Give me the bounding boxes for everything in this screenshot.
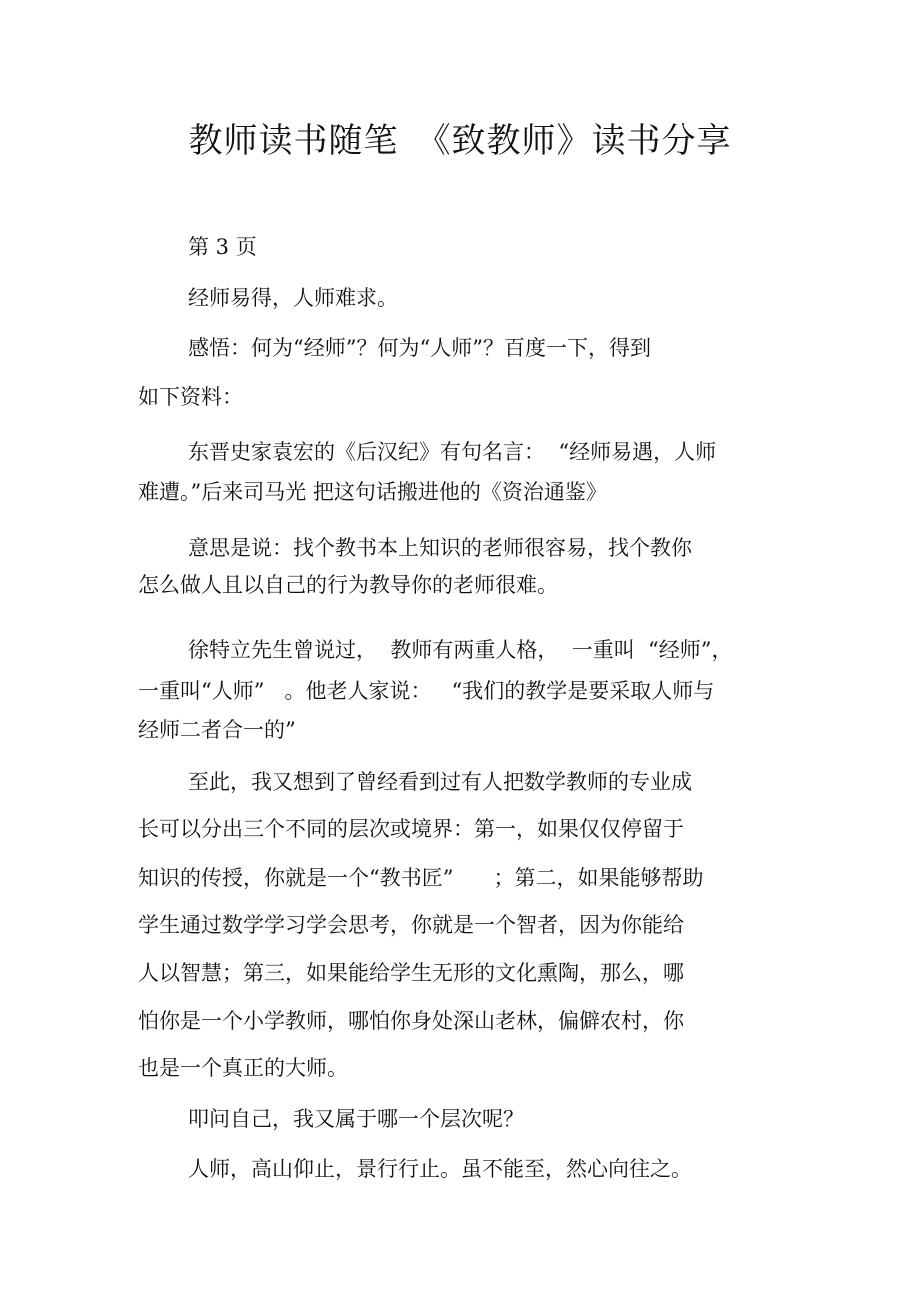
- document-title: 教师读书随笔 《致教师》读书分享: [188, 121, 732, 161]
- paragraph-line: 至此，我又想到了曾经看到过有人把数学教师的专业成: [188, 770, 692, 794]
- paragraph-line: 意思是说：找个教书本上知识的老师很容易，找个教你: [188, 536, 692, 560]
- paragraph-line: 也是一个真正的大师。: [138, 1056, 348, 1080]
- paragraph-line: 东晋史家袁宏的《后汉纪》有句名言： “经师易遇，人师: [188, 440, 717, 464]
- paragraph-line: 难遭。”后来司马光 把这句话搬进他的《资治通鉴》: [138, 480, 607, 504]
- paragraph-line: 叩问自己，我又属于哪一个层次呢？: [188, 1107, 524, 1131]
- paragraph-line: 如下资料：: [138, 385, 243, 409]
- page-number-line: 第 3 页: [188, 235, 257, 259]
- paragraph-line: 学生通过数学学习学会思考，你就是一个智者，因为你能给: [138, 913, 684, 937]
- paragraph-line: 怎么做人且以自己的行为教导你的老师很难。: [138, 573, 558, 597]
- paragraph-line: 长可以分出三个不同的层次或境界：第一，如果仅仅停留于: [138, 817, 684, 841]
- paragraph-line: 知识的传授，你就是一个“教书匠” ；第二，如果能够帮助: [138, 866, 704, 890]
- paragraph-line: 人师，高山仰止，景行行止。虽不能至，然心向往之。: [188, 1157, 692, 1181]
- paragraph-line: 人以智慧；第三，如果能给学生无形的文化熏陶，那么，哪: [138, 961, 684, 985]
- paragraph-line: 感悟：何为“经师”？何为“人师”？百度一下，得到: [188, 336, 651, 360]
- paragraph-line: 徐特立先生曾说过， 教师有两重人格， 一重叫 “经师”，: [188, 638, 733, 662]
- paragraph-line: 经师易得，人师难求。: [188, 286, 398, 310]
- paragraph-line: 经师二者合一的”: [138, 718, 296, 742]
- paragraph-line: 怕你是一个小学教师，哪怕你身处深山老林，偏僻农村，你: [138, 1009, 684, 1033]
- paragraph-line: 一重叫“人师” 。他老人家说： “我们的教学是要采取人师与: [138, 679, 715, 703]
